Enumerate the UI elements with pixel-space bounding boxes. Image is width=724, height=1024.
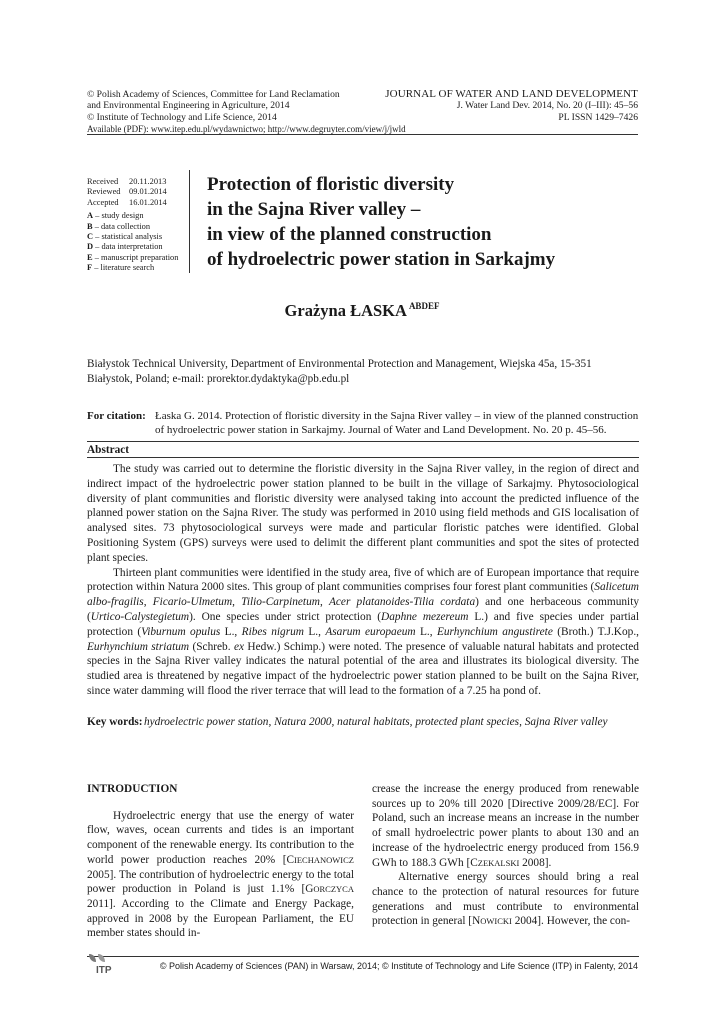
title-line: in the Sajna River valley –: [207, 199, 421, 220]
keywords-label: Key words:: [87, 716, 143, 728]
keywords: [87, 715, 639, 730]
header-left-line: © Polish Academy of Sciences, Committee for Land Reclamation: [87, 89, 340, 100]
author-name: Grażyna ŁASKA: [284, 301, 407, 320]
itp-logo: [86, 951, 120, 975]
affiliation: Białystok Technical University, Department of Environmental Protection and Management, Wiejska 45a, 15-351 Białystok, Poland; e-mail: prorektor.dydaktyka@pb.edu.pl: [87, 358, 592, 385]
title-line: Protection of floristic diversity: [207, 174, 455, 195]
contribution-item: A – study design: [87, 211, 144, 221]
abstract-top-rule: [87, 441, 639, 442]
journal-issn: PL ISSN 1429–7426: [558, 111, 638, 123]
footer-copyright: © Polish Academy of Sciences (PAN) in Warsaw, 2014; © Institute of Technology and Life Science (ITP) in Falenty, 2014: [159, 961, 638, 971]
header-publisher-block: [87, 89, 387, 123]
abstract-paragraph: Thirteen plant communities were identified in the study area, five of which are of European importance that require protection within Natura 2000 sites. This group of plant communities comprises four forest plant communities (Salicetum albo-fragilis, Ficario-Ulmetum, Tilio-Carpinetum, Acer platanoides-Tilia cordata) and one herbaceous community (Urtico-Calystegietum). One species under strict protection (Daphne mezereum L.) and five species under partial protection (Viburnum opulus L., Ribes nigrum L., Asarum europaeum L., Eurhynchium angustirete (Broth.) T.J.Kop., Eurhynchium striatum (Schreb. ex Hedw.) Schimp.) were noted. The presence of valuable natural habitats and protected species in the Sajna River valley indicates the natural potential of the area and illustrates its biological diversity. The studied area is threatened by negative impact of the hydroelectric power station planned to be built on the Sajna River, since water damming will flood the river terrace that will lead to the formation of a 7.25 ha pond of.: [87, 566, 640, 697]
intro-paragraph: Hydroelectric energy that use the energy of water flow, waves, ocean currents and tides is an important component of the renewable energy. Its contribution to the world power production reaches 20% [CIECHANOWICZ 2005]. The contribution of hydroelectric energy to the total power production in Poland is just 1.1% [GORCZYCA 2011]. According to the Climate and Energy Package, approved in 2008 by the European Parliament, the EU member states should in-: [87, 809, 354, 940]
date-label: Received: [87, 177, 119, 186]
intro-right-column: [372, 782, 639, 929]
intro-paragraph: Alternative energy sources should bring a real chance to the protection of natural resources for future generations and must contribute to environmental protection in general [NOWICKI 2004]. However, the con-: [372, 871, 639, 928]
date-label: Accepted: [87, 197, 119, 207]
contribution-item: C – statistical analysis: [87, 232, 163, 242]
header-left-line: and Environmental Engineering in Agriculture, 2014: [87, 100, 290, 112]
intro-paragraph: crease the increase the energy produced from renewable sources up to 20% till 2020 [Directive 2009/28/EC]. For Poland, such an increase means an increase in the number of small hydroelectric power plants to about 130 and an increase of the hydroelectric energy produced from 156.9 GWh to 188.3 GWh [CZEKALSKI 2008].: [372, 783, 639, 869]
section-heading: INTRODUCTION: [87, 783, 178, 795]
abstract-heading-rule: [87, 457, 639, 458]
available-online-line: Available (PDF): www.itep.edu.pl/wydawnictwo; http://www.degruyter.com/view/j/jwld: [87, 124, 406, 134]
header-left-line: © Institute of Technology and Life Science, 2014: [87, 111, 277, 123]
author-roles: ABDEF: [408, 301, 440, 311]
date-value: 20.11.2013: [129, 177, 167, 186]
date-value: 16.01.2014: [129, 197, 167, 207]
contribution-item: F – literature search: [87, 263, 155, 273]
journal-title: JOURNAL OF WATER AND LAND DEVELOPMENT: [385, 88, 638, 100]
citation-block: [87, 410, 639, 437]
intro-left-column: [87, 782, 354, 941]
contribution-item: D – data interpretation: [87, 242, 163, 252]
date-row: [87, 187, 187, 197]
contribution-list: [87, 211, 187, 273]
date-label: Reviewed: [87, 187, 121, 197]
title-line: in view of the planned construction: [207, 224, 492, 245]
header-journal-block: [370, 89, 638, 123]
article-dates-and-contributions: [87, 177, 187, 274]
journal-citation-line: J. Water Land Dev. 2014, No. 20 (I–III): 45–56: [456, 100, 638, 112]
abstract-heading: Abstract: [87, 444, 130, 456]
title-line: of hydroelectric power station in Sarkajmy: [207, 249, 556, 270]
keywords-text: hydroelectric power station, Natura 2000, natural habitats, protected plant species, Sajna River valley: [144, 716, 608, 728]
footer-divider: [87, 956, 639, 957]
paper-title: [207, 172, 627, 272]
date-row: [87, 177, 187, 187]
header-divider: [87, 134, 638, 135]
citation-text: Łaska G. 2014. Protection of floristic diversity in the Sajna River valley – in view of the planned construction of hydroelectric power station in Sarkajmy. Journal of Water and Land Development. No. 20 p. 45–56.: [155, 410, 639, 436]
abstract-paragraph: The study was carried out to determine the floristic diversity in the Sajna River valley, in the region of direct and indirect impact of the hydroelectric power station planned to be built in the village of Sarkajmy. Phytosociological diversity of plant communities and floristic diversity were analysed taking into account the predicted influence of the planned power station on the Sajna River. The study was performed in 2010 using field methods and GIS localisation of analysed sites. 73 phytosociological surveys were made and particular floristic patches were identified. Global Positioning System (GPS) surveys were used to delimit the different plant communities and spot the sites of protected plant species.: [87, 463, 639, 564]
meta-divider: [189, 170, 190, 273]
author: [0, 301, 724, 321]
citation-label: For citation:: [87, 410, 146, 422]
contribution-item: B – data collection: [87, 221, 151, 231]
contribution-item: E – manuscript preparation: [87, 252, 179, 262]
logo-text: ITP: [96, 965, 112, 975]
date-row: [87, 198, 187, 208]
date-value: 09.01.2014: [129, 187, 167, 197]
abstract-body: [87, 462, 639, 699]
